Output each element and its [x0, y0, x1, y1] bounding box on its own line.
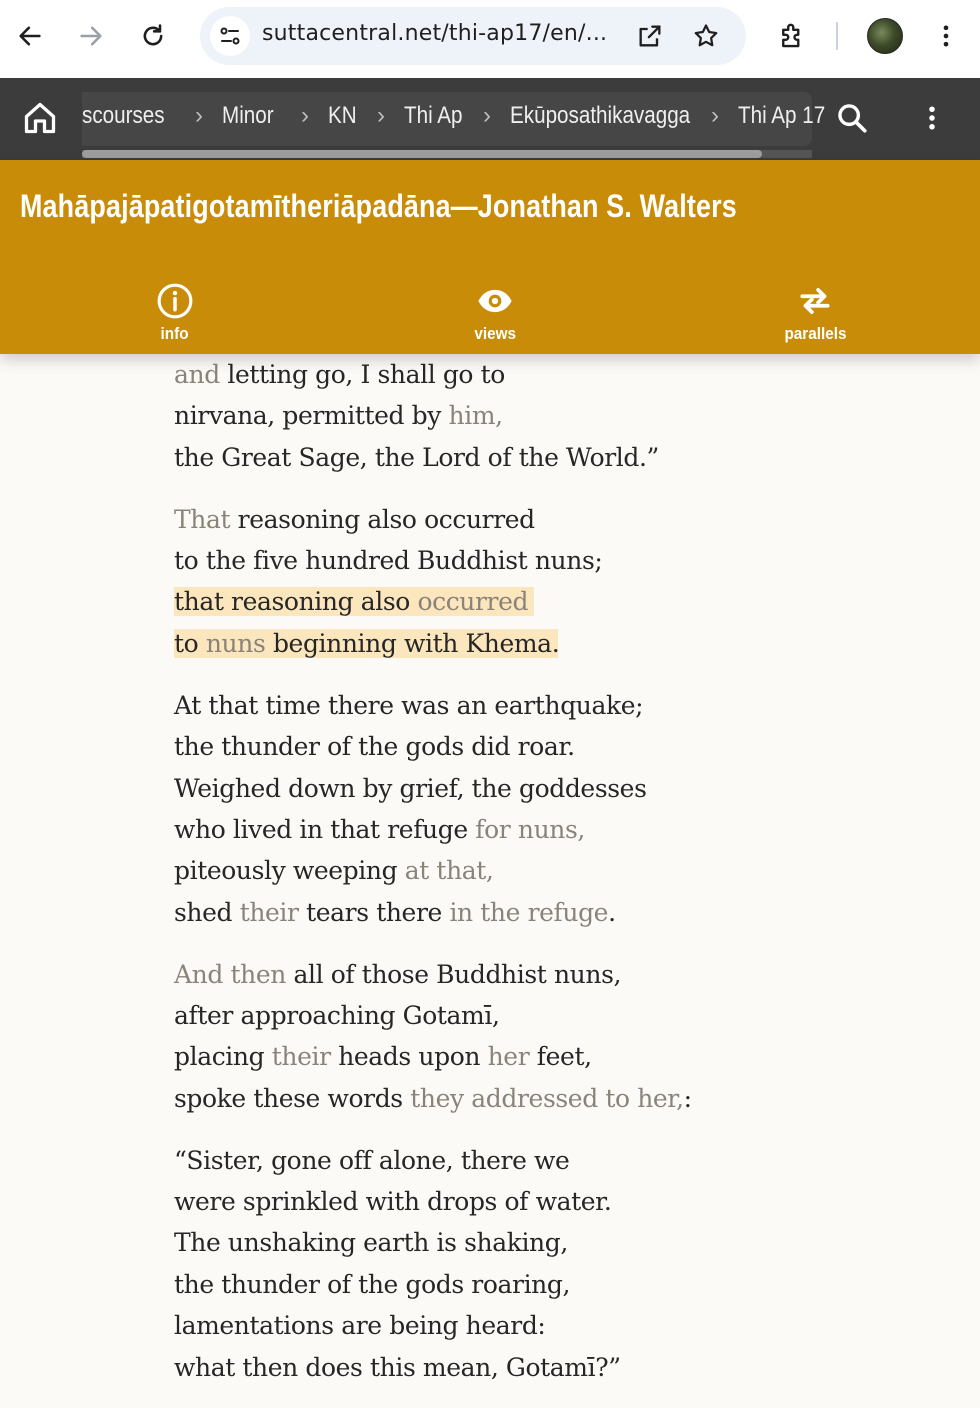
verse-text: the thunder of the gods did roar. [174, 732, 575, 762]
browser-toolbar [0, 0, 980, 78]
verse-text: “Sister, gone off alone, there we [174, 1145, 570, 1175]
text-body [174, 354, 874, 1408]
verse-line [174, 1181, 874, 1222]
verse-text: shed [174, 897, 240, 927]
verse-text: all of those Buddhist nuns, [285, 959, 622, 989]
search-icon [835, 101, 869, 135]
verse-line [174, 954, 874, 995]
added-word: in the refuge [449, 897, 609, 927]
verse-text: after approaching Gotamī, [174, 1000, 500, 1030]
site-menu-button[interactable] [910, 96, 954, 140]
verse-text: The unshaking earth is shaking, [174, 1228, 568, 1258]
verse-line [174, 1305, 874, 1346]
address-bar[interactable] [200, 7, 746, 65]
verse-line [174, 768, 874, 809]
verse-line [174, 1222, 874, 1263]
added-word: they addressed to her, [410, 1083, 684, 1113]
reload-button[interactable] [131, 14, 175, 58]
parallels-button[interactable] [755, 282, 875, 348]
verse-line [174, 354, 874, 395]
verse-stanza [174, 954, 874, 1120]
verse-stanza [174, 1140, 874, 1388]
verse-text: feet, [529, 1042, 592, 1072]
verse-text: the Great Sage, the Lord of the World.” [174, 442, 659, 472]
search-button[interactable] [830, 96, 874, 140]
breadcrumb-item-ekuposathikavagga[interactable]: Ekūposathikavagga [510, 102, 691, 129]
verse-text: spoke these words [174, 1083, 411, 1113]
breadcrumb-item-discourses[interactable]: scourses [82, 102, 165, 129]
swap-arrows-icon [796, 282, 834, 320]
verse-text: At that time there was an earthquake; [174, 690, 644, 720]
added-word: And then [174, 959, 286, 989]
verse-text: tears there [298, 897, 450, 927]
home-icon [22, 100, 58, 136]
verse-text: reasoning also occurred [230, 504, 535, 534]
star-icon [692, 22, 720, 50]
views-label: views [474, 324, 516, 343]
added-word: him, [448, 401, 503, 431]
added-word: for nuns, [475, 814, 585, 844]
verse-line [174, 1036, 874, 1077]
verse-stanza [174, 499, 874, 665]
verse-text: lamentations are being heard: [174, 1311, 546, 1341]
verse-line [174, 1264, 874, 1305]
verse-text: were sprinkled with drops of water. [174, 1187, 612, 1217]
breadcrumb-item-thi-ap[interactable]: Thi Ap [404, 102, 463, 129]
verse-line [174, 1347, 874, 1388]
verse-line [174, 1140, 874, 1181]
info-label: info [160, 324, 190, 343]
verse-stanza [174, 354, 874, 478]
chevron-right-icon: › [377, 102, 385, 129]
verse-text: who lived in that refuge [174, 814, 476, 844]
added-word: and [174, 360, 220, 389]
verse-text: to the five hundred Buddhist nuns; [174, 546, 603, 576]
verse-text: piteously weeping [174, 856, 405, 886]
verse-line [174, 995, 874, 1036]
breadcrumb-scrollbar[interactable] [82, 150, 762, 158]
verse-line-highlighted[interactable] [174, 623, 874, 664]
extensions-button[interactable] [770, 14, 814, 58]
verse-text: : [683, 1083, 692, 1113]
verse-line [174, 850, 874, 891]
back-button[interactable] [8, 14, 52, 58]
chevron-right-icon: › [483, 102, 491, 129]
breadcrumb-item-kn[interactable]: KN [328, 102, 357, 129]
page-title: Mahāpajāpatigotamītheriāpadāna—Jonathan S. Walters [20, 188, 737, 224]
url-text[interactable]: suttacentral.net/thi-ap17/en/... [262, 21, 608, 46]
breadcrumb-item-minor[interactable]: Minor [222, 102, 274, 129]
extensions-icon [777, 21, 807, 51]
verse-text: beginning with Khema [265, 628, 552, 658]
text-header [0, 160, 980, 354]
chevron-right-icon: › [301, 102, 309, 129]
browser-menu-button[interactable] [924, 14, 968, 58]
toolbar-divider [836, 22, 838, 50]
eye-icon [475, 282, 515, 320]
verse-line [174, 809, 874, 850]
bookmark-star-button[interactable] [686, 16, 726, 56]
verse-line [174, 685, 874, 726]
kebab-menu-icon [932, 22, 960, 50]
verse-line-highlighted[interactable] [174, 581, 874, 622]
kebab-menu-icon [917, 103, 947, 133]
verse-text: that reasoning also [174, 587, 418, 617]
added-word: occurred [417, 587, 529, 617]
added-word: nuns [205, 628, 266, 658]
verse-text: nirvana, permitted by [174, 401, 449, 431]
verse-stanza [174, 685, 874, 933]
verse-line [174, 437, 874, 478]
verse-line [174, 499, 874, 540]
verse-text: what then does this mean, Gotamī?” [174, 1352, 621, 1382]
site-info-button[interactable] [210, 16, 250, 56]
breadcrumb [82, 92, 826, 146]
open-in-new-icon [636, 22, 664, 50]
verse-text: the thunder of the gods roaring, [174, 1269, 571, 1299]
open-in-new-button[interactable] [630, 16, 670, 56]
verse-line [174, 1078, 874, 1119]
reload-icon [139, 22, 167, 50]
highlighted-segment [174, 629, 558, 658]
added-word: That [174, 504, 231, 534]
profile-avatar[interactable] [867, 18, 903, 54]
verse-text: placing [174, 1042, 272, 1072]
info-icon [156, 282, 194, 320]
added-word: at that, [404, 856, 494, 886]
info-button[interactable] [115, 282, 235, 348]
chevron-right-icon: › [195, 102, 203, 129]
chevron-right-icon: › [711, 102, 719, 129]
verse-text: heads upon [330, 1042, 488, 1072]
added-word: their [239, 897, 299, 927]
parallels-label: parallels [783, 324, 847, 343]
added-word: their [271, 1042, 331, 1072]
verse-line [174, 892, 874, 933]
verse-text: letting go, I shall go to [219, 360, 505, 389]
verse-line [174, 726, 874, 767]
forward-button[interactable] [69, 14, 113, 58]
site-navbar [0, 78, 980, 160]
views-button[interactable] [435, 282, 555, 348]
verse-line [174, 540, 874, 581]
highlighted-segment [174, 587, 534, 616]
verse-text: to [174, 628, 206, 658]
verse-text: . [608, 897, 616, 927]
verse-line [174, 395, 874, 436]
verse-text: Weighed down by grief, the goddesses [174, 773, 647, 803]
home-button[interactable] [18, 96, 62, 140]
site-info-icon [218, 24, 242, 48]
verse-text: . [551, 628, 560, 658]
breadcrumb-item-thi-ap-17[interactable]: Thi Ap 17 [738, 102, 826, 129]
back-arrow-icon [16, 22, 44, 50]
forward-arrow-icon [77, 22, 105, 50]
added-word: her [487, 1042, 530, 1072]
